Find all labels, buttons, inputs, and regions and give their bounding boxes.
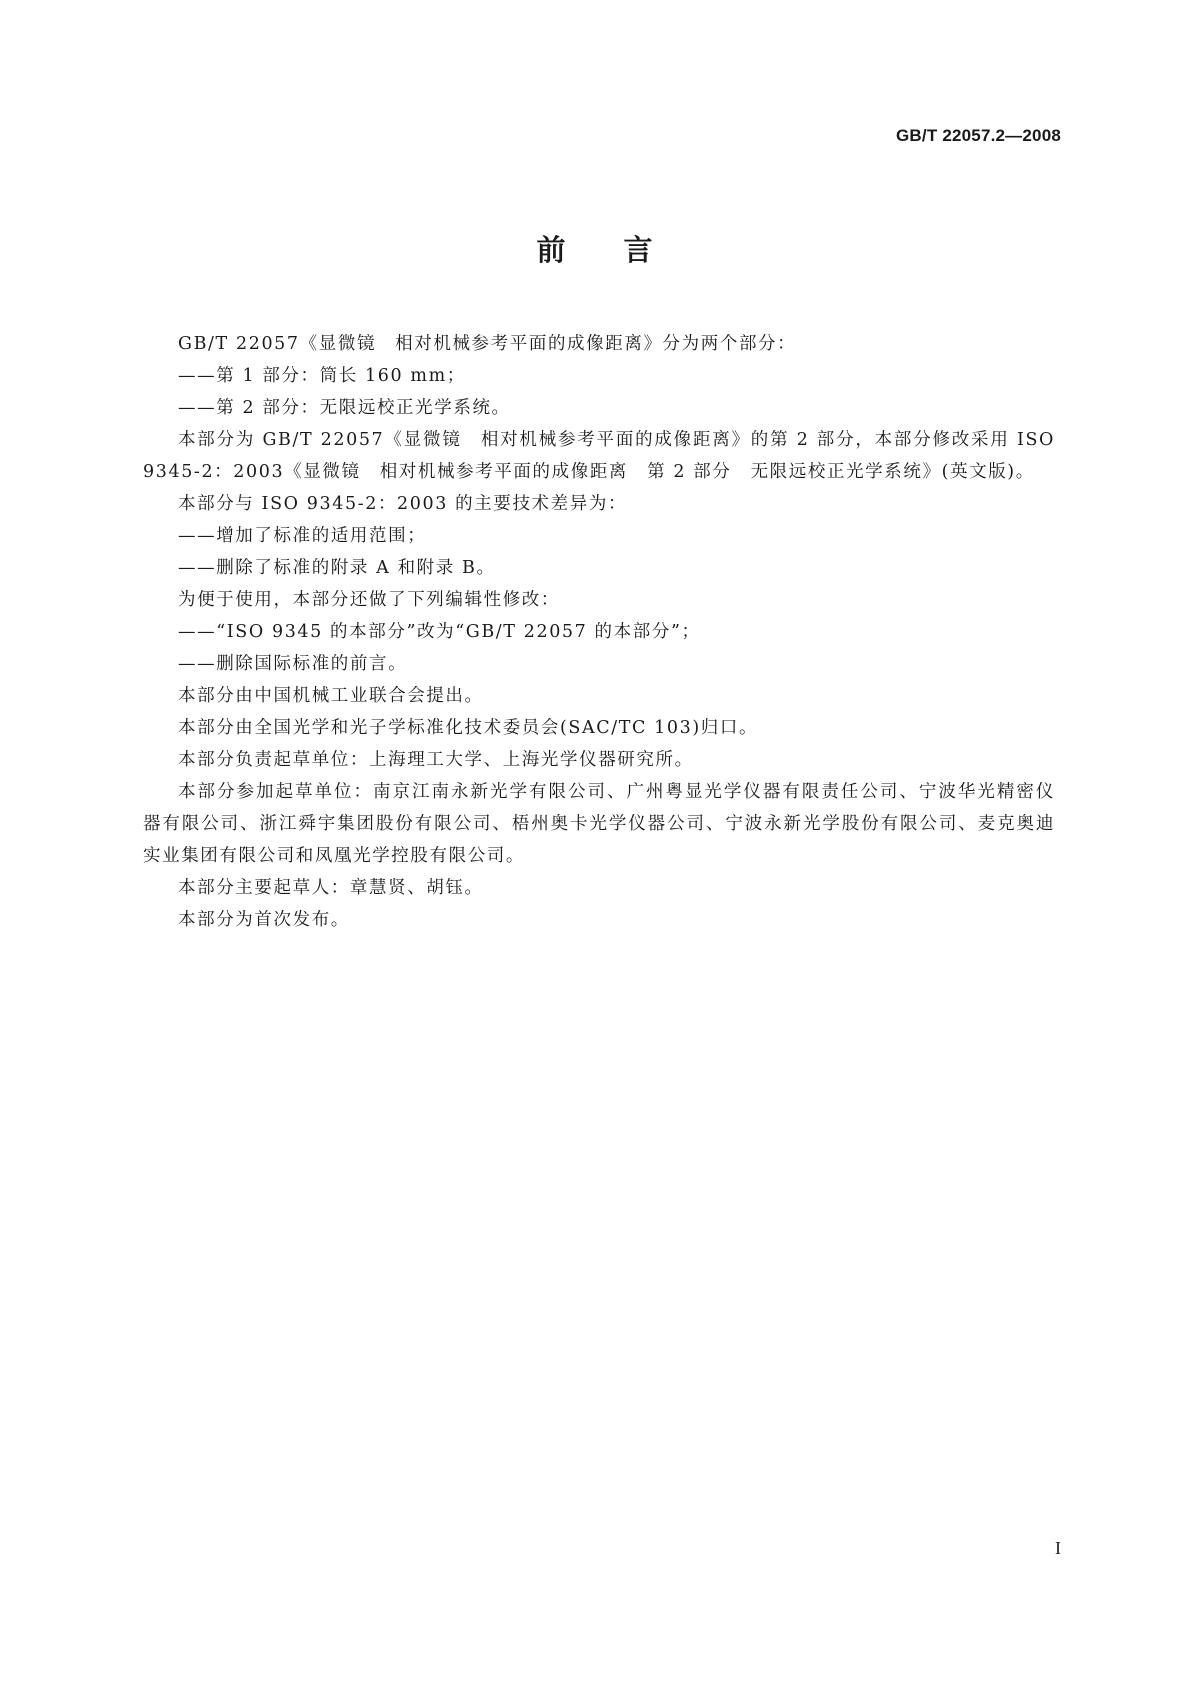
list-item-part2: ——第 2 部分：无限远校正光学系统。 (178, 398, 511, 418)
list-item-foreword: ——删除国际标准的前言。 (178, 654, 408, 674)
list-item-annex: ——删除了标准的附录 A 和附录 B。 (178, 558, 496, 578)
paragraph-drafting-units: 本部分负责起草单位：上海理工大学、上海光学仪器研究所。 (178, 750, 694, 770)
page-title (0, 228, 1191, 269)
list-item-part1: ——第 1 部分：筒长 160 mm； (178, 366, 466, 386)
paragraph-participating-units: 本部分参加起草单位：南京江南永新光学有限公司、广州粤显光学仪器有限责任公司、宁波华光精密仪器有限公司、浙江舜宇集团股份有限公司、梧州奥卡光学仪器公司、宁波永新光学股份有限公司、麦克奥迪实业集团有限公司和凤凰光学控股有限公司。 (143, 782, 1055, 866)
standard-code: GB/T 22057.2—2008 (896, 126, 1061, 145)
paragraph-first-issue: 本部分为首次发布。 (178, 910, 350, 930)
paragraph-intro: GB/T 22057《显微镜 相对机械参考平面的成像距离》分为两个部分： (178, 334, 797, 354)
paragraph-adoption: 本部分为 GB/T 22057《显微镜 相对机械参考平面的成像距离》的第 2 部分，本部分修改采用 ISO 9345-2：2003《显微镜 相对机械参考平面的成像距离 第 2 部分 无限远校正光学系统》(英文版)。 (143, 430, 1055, 482)
title-char-2: 言 (623, 233, 655, 267)
paragraph-drafters: 本部分主要起草人：章慧贤、胡钰。 (178, 878, 484, 898)
title-char-1: 前 (536, 233, 568, 267)
list-item-scope: ——增加了标准的适用范围； (178, 526, 427, 546)
paragraph-differences: 本部分与 ISO 9345-2：2003 的主要技术差异为： (178, 494, 628, 514)
paragraph-proposer: 本部分由中国机械工业联合会提出。 (178, 686, 484, 706)
paragraph-editorial: 为便于使用，本部分还做了下列编辑性修改： (178, 590, 560, 610)
list-item-rename: ——“ISO 9345 的本部分”改为“GB/T 22057 的本部分”； (178, 622, 701, 642)
page-number: I (1055, 1538, 1061, 1558)
foreword-body (143, 328, 1055, 936)
paragraph-committee: 本部分由全国光学和光子学标准化技术委员会(SAC/TC 103)归口。 (178, 718, 759, 738)
